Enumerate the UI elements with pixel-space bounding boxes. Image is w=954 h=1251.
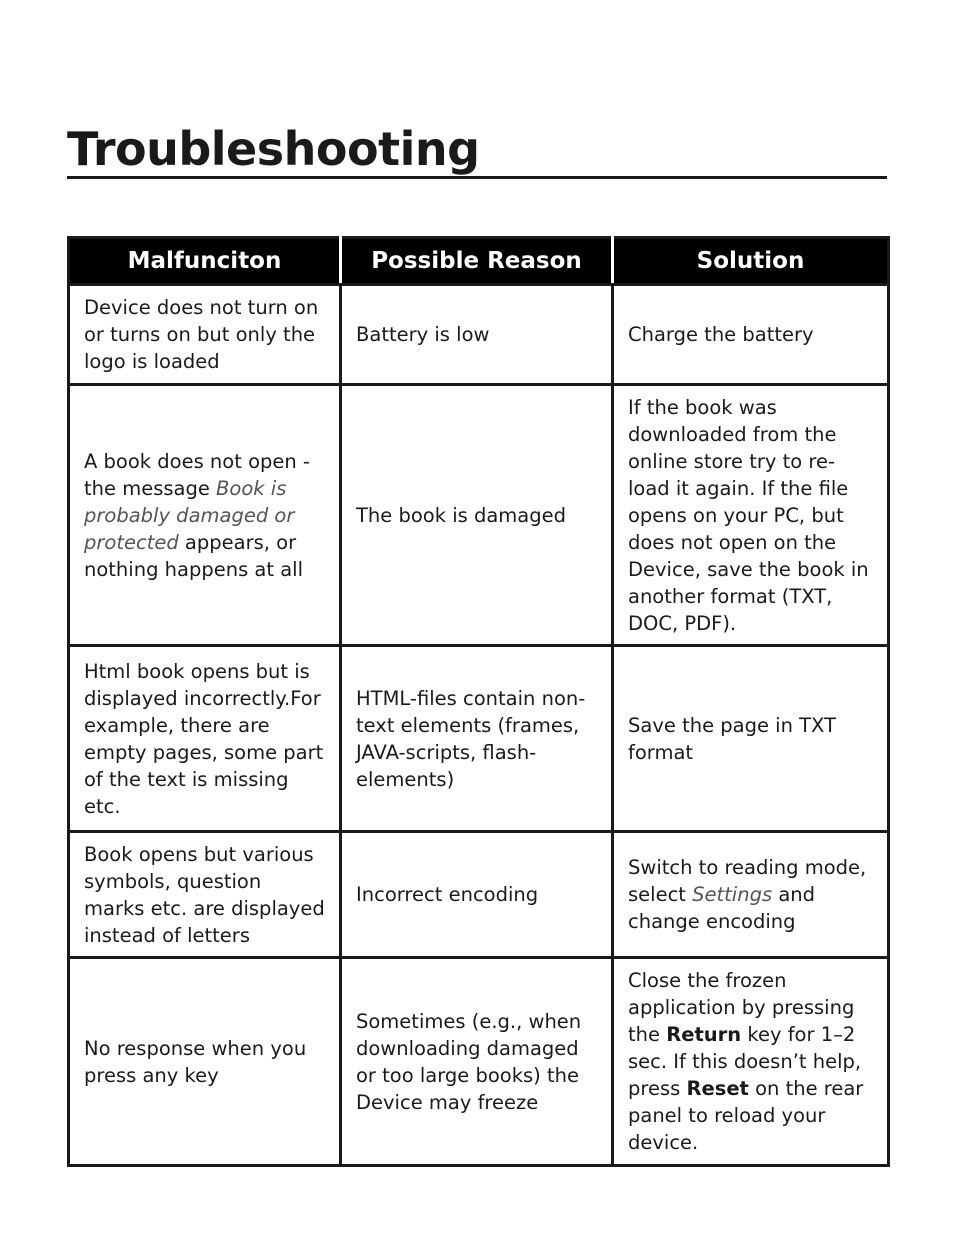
table-row [69, 958, 889, 1166]
malfunction-cell: No response when you press any key [69, 958, 341, 1166]
column-header-malfunction: Malfunciton [69, 238, 341, 285]
solution-text: key for 1–2 sec. If this doesn’t help, press [628, 1023, 862, 1100]
solution-cell [613, 832, 889, 958]
column-header-possible-reason: Possible Reason [341, 238, 613, 285]
malfunction-message-text: Book is probably damaged or protected [84, 476, 295, 554]
reason-cell: Battery is low [341, 285, 613, 385]
reason-cell: Incorrect encoding [341, 832, 613, 958]
malfunction-cell [69, 385, 341, 646]
page-title: Troubleshooting [67, 122, 480, 176]
reset-key-term: Reset [686, 1077, 749, 1100]
malfunction-text: appears, or nothing happens at all [84, 530, 304, 581]
title-underline [67, 176, 887, 179]
malfunction-cell [69, 646, 341, 832]
solution-text: Switch to reading mode, select [628, 856, 867, 906]
malfunction-paragraph: For example, there are empty pages, some part of the text is missing etc. [84, 686, 324, 818]
solution-cell: If the book was downloaded from the online store try to re-load it again. If the file opens on your PC, but does not open on the Device, save the book in another format (TXT, DOC, PDF). [613, 385, 889, 646]
column-header-solution: Solution [613, 238, 889, 285]
malfunction-text: A book does not open - the message [84, 449, 310, 500]
solution-text: and change encoding [628, 883, 816, 933]
table-row [69, 646, 889, 832]
return-key-term: Return [666, 1023, 742, 1046]
table-header-row [69, 238, 889, 285]
table-row [69, 285, 889, 385]
solution-text: on the rear panel to reload your device. [628, 1077, 864, 1154]
solution-cell: Charge the battery [613, 285, 889, 385]
table-row [69, 832, 889, 958]
settings-term: Settings [692, 883, 773, 906]
reason-cell: The book is damaged [341, 385, 613, 646]
solution-cell: Save the page in TXT format [613, 646, 889, 832]
solution-cell [613, 958, 889, 1166]
malfunction-cell: Book opens but various symbols, question marks etc. are displayed instead of letters [69, 832, 341, 958]
table-row [69, 385, 889, 646]
reason-cell: HTML-files contain non-text elements (frames, JAVA-scripts, flash-elements) [341, 646, 613, 832]
troubleshooting-table [67, 236, 890, 1167]
malfunction-paragraph: Html book opens but is displayed incorrectly. [84, 659, 310, 710]
malfunction-cell: Device does not turn on or turns on but only the logo is loaded [69, 285, 341, 385]
solution-text: Close the frozen application by pressing the [628, 969, 855, 1046]
reason-cell: Sometimes (e.g., when downloading damaged or too large books) the Device may freeze [341, 958, 613, 1166]
